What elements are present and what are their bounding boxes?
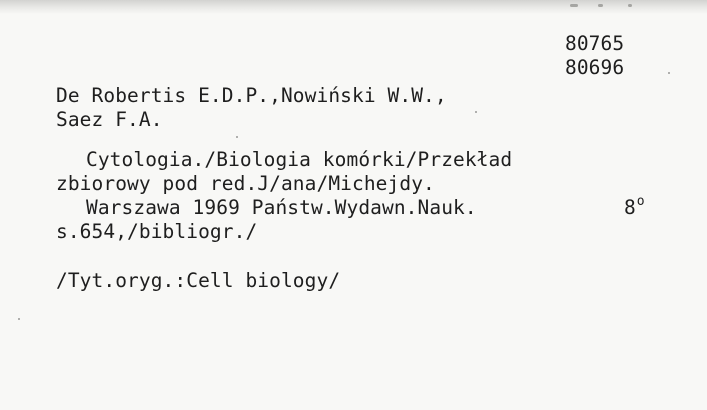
title-line-1: Cytologia./Biologia komórki/Przekład: [86, 148, 513, 171]
card-top-edge: [0, 0, 707, 14]
edge-mark: [570, 4, 578, 7]
paper-speck: [18, 318, 20, 320]
publication-line: Warszawa 1969 Państw.Wydawn.Nauk.: [86, 196, 477, 219]
pages-line: s.654,/bibliogr./: [56, 220, 258, 243]
authors-line-2: Saez F.A.: [56, 108, 163, 131]
paper-speck: [668, 72, 670, 74]
call-number-2: 80696: [565, 56, 625, 79]
call-number-1: 80765: [565, 32, 625, 55]
authors-line-1: De Robertis E.D.P.,Nowiński W.W.,: [56, 84, 447, 107]
format-size: 8: [624, 196, 636, 219]
edge-mark: [598, 4, 603, 7]
paper-speck: [475, 111, 477, 113]
edge-mark: [628, 4, 632, 7]
original-title: /Tyt.oryg.:Cell biology/: [56, 269, 341, 292]
paper-speck: [236, 136, 238, 138]
book-format: [624, 196, 645, 223]
title-line-2: zbiorowy pod red.J/ana/Michejdy.: [56, 172, 435, 195]
format-superscript: o: [636, 194, 645, 209]
